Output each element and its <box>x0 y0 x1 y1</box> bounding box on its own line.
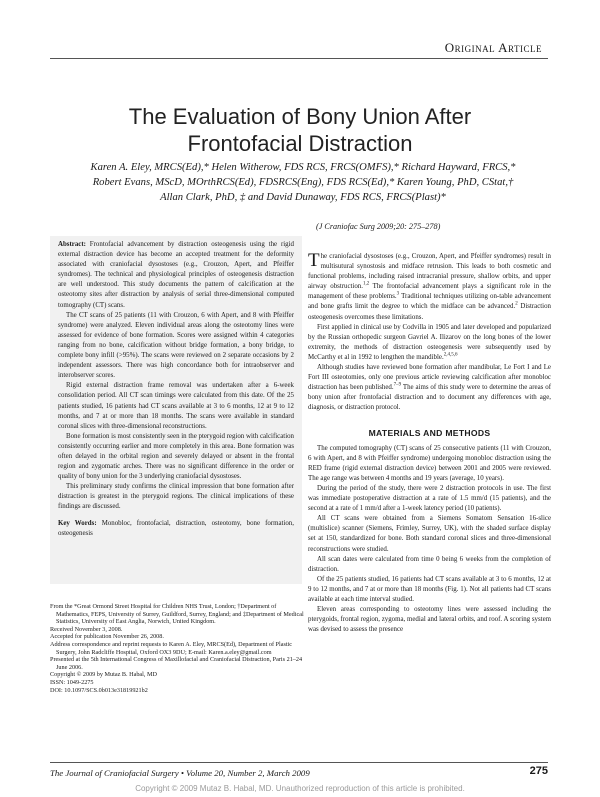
intro-text-3a: Although studies have reviewed bone formation after mandibular, Le Fort I and Le Fort III osteotomies, only one previous article reviewing calcification after monobloc distraction has been published. <box>308 364 551 392</box>
intro-text-1a: he craniofacial dysostoses (e.g., Crouzon, Apert, and Pfeiffer syndromes) result in multisutural synostosis and midface retrusion. This leads to both cosmetic and functional problems, including raised intracranial pressure, shallow orbits, and upper airway obstruction. <box>308 253 551 291</box>
methods-paragraph-1: The computed tomography (CT) scans of 25 consecutive patients (11 with Crouzon, 6 with Apert, and 8 with Pfeiffer syndrome) undergoing monobloc distraction using the RED frame (rigid external distraction device) between 2001 and 2005 were reviewed. The age range was between 4 months and 19 years (average, 10 years). <box>308 444 551 482</box>
intro-text-1b: The frontofacial advancement plays a significant role in the management of these problems. <box>308 283 551 301</box>
reference-marker: 3 <box>396 292 400 298</box>
keywords-text: Monobloc, frontofacial, distraction, osteotomy, bone formation, osteogenesis <box>58 519 294 537</box>
intro-paragraph-2 <box>308 323 551 363</box>
intro-text-2: First applied in clinical use by Codvilla in 1905 and later developed and popularized by the Russian orthopedic surgeon Gavriel A. Ilizarov on the long bones of the lower extremity, the methods of distraction osteogenesis were subsequently used by McCarthy et al in 1992 to lengthen the mandible. <box>308 323 551 361</box>
intro-paragraph-1 <box>308 252 551 323</box>
copyright-notice: Copyright © 2009 Mutaz B. Habal, MD. Unauthorized reproduction of this article is prohibited. <box>135 784 465 793</box>
page-number: 275 <box>529 765 548 777</box>
abstract-p5: This preliminary study confirms the clinical impression that bone formation after distraction is greatest in the pterygoid regions. The clinical implications of these findings are discussed. <box>58 483 294 511</box>
section-label: Original Article <box>444 40 542 55</box>
footnote-accepted: Accepted for publication November 26, 2008. <box>50 633 164 641</box>
journal-footer: The Journal of Craniofacial Surgery • Volume 20, Number 2, March 2009 <box>50 768 310 778</box>
footnote-correspondence: Address correspondence and reprint requests to Karen A. Eley, MRCS(Ed), Department of Plastic Surgery, John Radcliffe Hospital, Oxford OX3 9DU; E-mail: Karen.a.eley@gmail.com <box>50 640 293 656</box>
authors-line-3: Allan Clark, PhD, ‡ and David Dunaway, FDS RCS, FRCS(Plast)* <box>160 192 446 203</box>
title-line-1: The Evaluation of Bony Union After <box>128 104 472 129</box>
intro-text-1c: Traditional techniques utilizing on-table advancement and bone grafts limit the degree to which the midface can be advanced. <box>308 293 552 311</box>
citation: (J Craniofac Surg 2009;20: 275–278) <box>316 222 441 231</box>
authors-line-2: Robert Evans, MScD, MOrthRCS(Ed), FDSRCS(Eng), FDS RCS(Ed),* Karen Young, PhD, CStat,† <box>92 177 514 188</box>
reference-marker: 7–9 <box>393 382 402 388</box>
reference-marker: 2 <box>515 302 518 308</box>
methods-paragraph-2: During the period of the study, there were 2 distraction protocols in use. The first was immediate postoperative distraction at a rate of 1.5 mm/d (15 patients), and the second at a rate of 1 mm/d after a 1-week latency period (10 patients). <box>308 484 551 513</box>
abstract-box <box>50 236 302 584</box>
footnotes <box>50 603 306 694</box>
abstract-p2: The CT scans of 25 patients (11 with Crouzon, 6 with Apert, and 8 with Pfeiffer syndrome) were analyzed. Eleven individual areas along the osteotomy lines were assessed for evidence of bone formation. Scores were assigned within 4 categories ranging from no bone, calcification without bridge formation, a bony bridge, to complete bony infill (>95%). The scans were reviewed on 2 separate occasions by 2 independent assessors. There was high concordance both for intraobserver and interobserver scores. <box>58 311 294 380</box>
body-text-column <box>308 252 551 635</box>
abstract-p3: Rigid external distraction frame removal was undertaken after a 6-week consolidation period. All CT scan timings were calculated from this date. Of the 25 patients studied, 16 patients had CT scans available at 3 to 6 months, 12 at 9 to 12 months, and 7 at or more than 18 months. The scans were available in standard coronal slices with three-dimensional reconstructions. <box>58 382 294 430</box>
keywords <box>58 519 294 539</box>
footnote-affiliations: From the *Great Ormond Street Hospital for Children NHS Trust, London; †Department of Mathematics, FEPS, University of Surrey, Guildford, Surrey, England; and ‡Department of Medical Statistics, University of East Anglia, Norwich, United Kingdom. <box>50 603 304 626</box>
methods-paragraph-4: All scan dates were calculated from time 0 being 6 weeks from the completion of distraction. <box>308 555 551 573</box>
methods-heading: MATERIALS AND METHODS <box>368 427 491 438</box>
footnote-copyright: Copyright © 2009 by Mutaz B. Habal, MD <box>50 671 157 679</box>
authors-line-1: Karen A. Eley, MRCS(Ed),* Helen Witherow, FDS RCS, FRCS(OMFS),* Richard Hayward, FRCS,* <box>90 162 516 173</box>
intro-text-3b: The aims of this study were to determine the areas of bony union after frontofacial distraction and to document any differences with age, diagnosis, or distraction protocol. <box>308 384 551 412</box>
methods-paragraph-6: Eleven areas corresponding to osteotomy lines were assessed including the pterygoids, frontal region, zygoma, medial and lateral orbits, and roof. A scoring system was devised to assess the presence <box>308 606 551 634</box>
intro-paragraph-3 <box>308 363 551 413</box>
footer-rule <box>50 762 548 763</box>
abstract-paragraph <box>58 240 294 311</box>
title-line-2: Frontofacial Distraction <box>187 131 413 156</box>
footnote-doi: DOI: 10.1097/SCS.0b013e31819921b2 <box>50 686 148 694</box>
methods-paragraph-5: Of the 25 patients studied, 16 patients had CT scans available at 3 to 6 months, 12 at 9 to 12 months, and 7 at or more than 18 months (Fig. 1). Not all patients had CT scans available at each time interval studied. <box>308 575 551 603</box>
abstract-label: Abstract: <box>58 241 86 248</box>
footnote-issn: ISSN: 1049-2275 <box>50 678 94 686</box>
abstract-text <box>58 240 294 539</box>
article-title <box>0 103 600 157</box>
methods-paragraph-3: All CT scans were obtained from a Siemens Somatom Sensation 16-slice (multislice) scanner (Siemens, Frimley, Surrey, UK), with the shaded surface display set at 150, standardized for bone. Both standard coronal slices and three-dimensional reconstructions were studied. <box>308 515 551 553</box>
reference-marker: 1,2 <box>362 281 370 287</box>
reference-marker: 2,4,5,6 <box>443 352 458 358</box>
abstract-p4: Bone formation is most consistently seen in the pterygoid region with calcification consistently occurring earlier and more completely in this area. Bone formation was often delayed in the orbital region and severely delayed or absent in the frontal region and zygomatic arches. There was no significant difference in the order or quality of bony union for the 3 underlying craniofacial dysostoses. <box>58 432 294 481</box>
drop-cap: T <box>308 250 320 271</box>
intro-text-1d: Distraction osteogenesis overcomes these limitations. <box>308 303 551 321</box>
footnote-presented: Presented at the 5th International Congress of Maxillofacial and Craniofacial Distraction, Paris 21–24 June 2006. <box>50 656 303 671</box>
header-rule <box>50 58 548 59</box>
abstract-p1: Frontofacial advancement by distraction osteogenesis using the rigid external distraction device has become an accepted treatment for the deformity associated with craniofacial dysostoses (e.g., Crouzon, Apert, and Pfeiffer syndromes). The technical and physiological principles of osteogenesis distraction are well understood. This study documents the pattern of calcification at the osteotomy sites after distraction by analysis of serial three-dimensional computed tomography (CT) scans. <box>58 241 294 309</box>
keywords-label: Key Words: <box>58 519 97 527</box>
footnote-received: Received November 3, 2008. <box>50 625 123 633</box>
author-list <box>58 160 548 205</box>
